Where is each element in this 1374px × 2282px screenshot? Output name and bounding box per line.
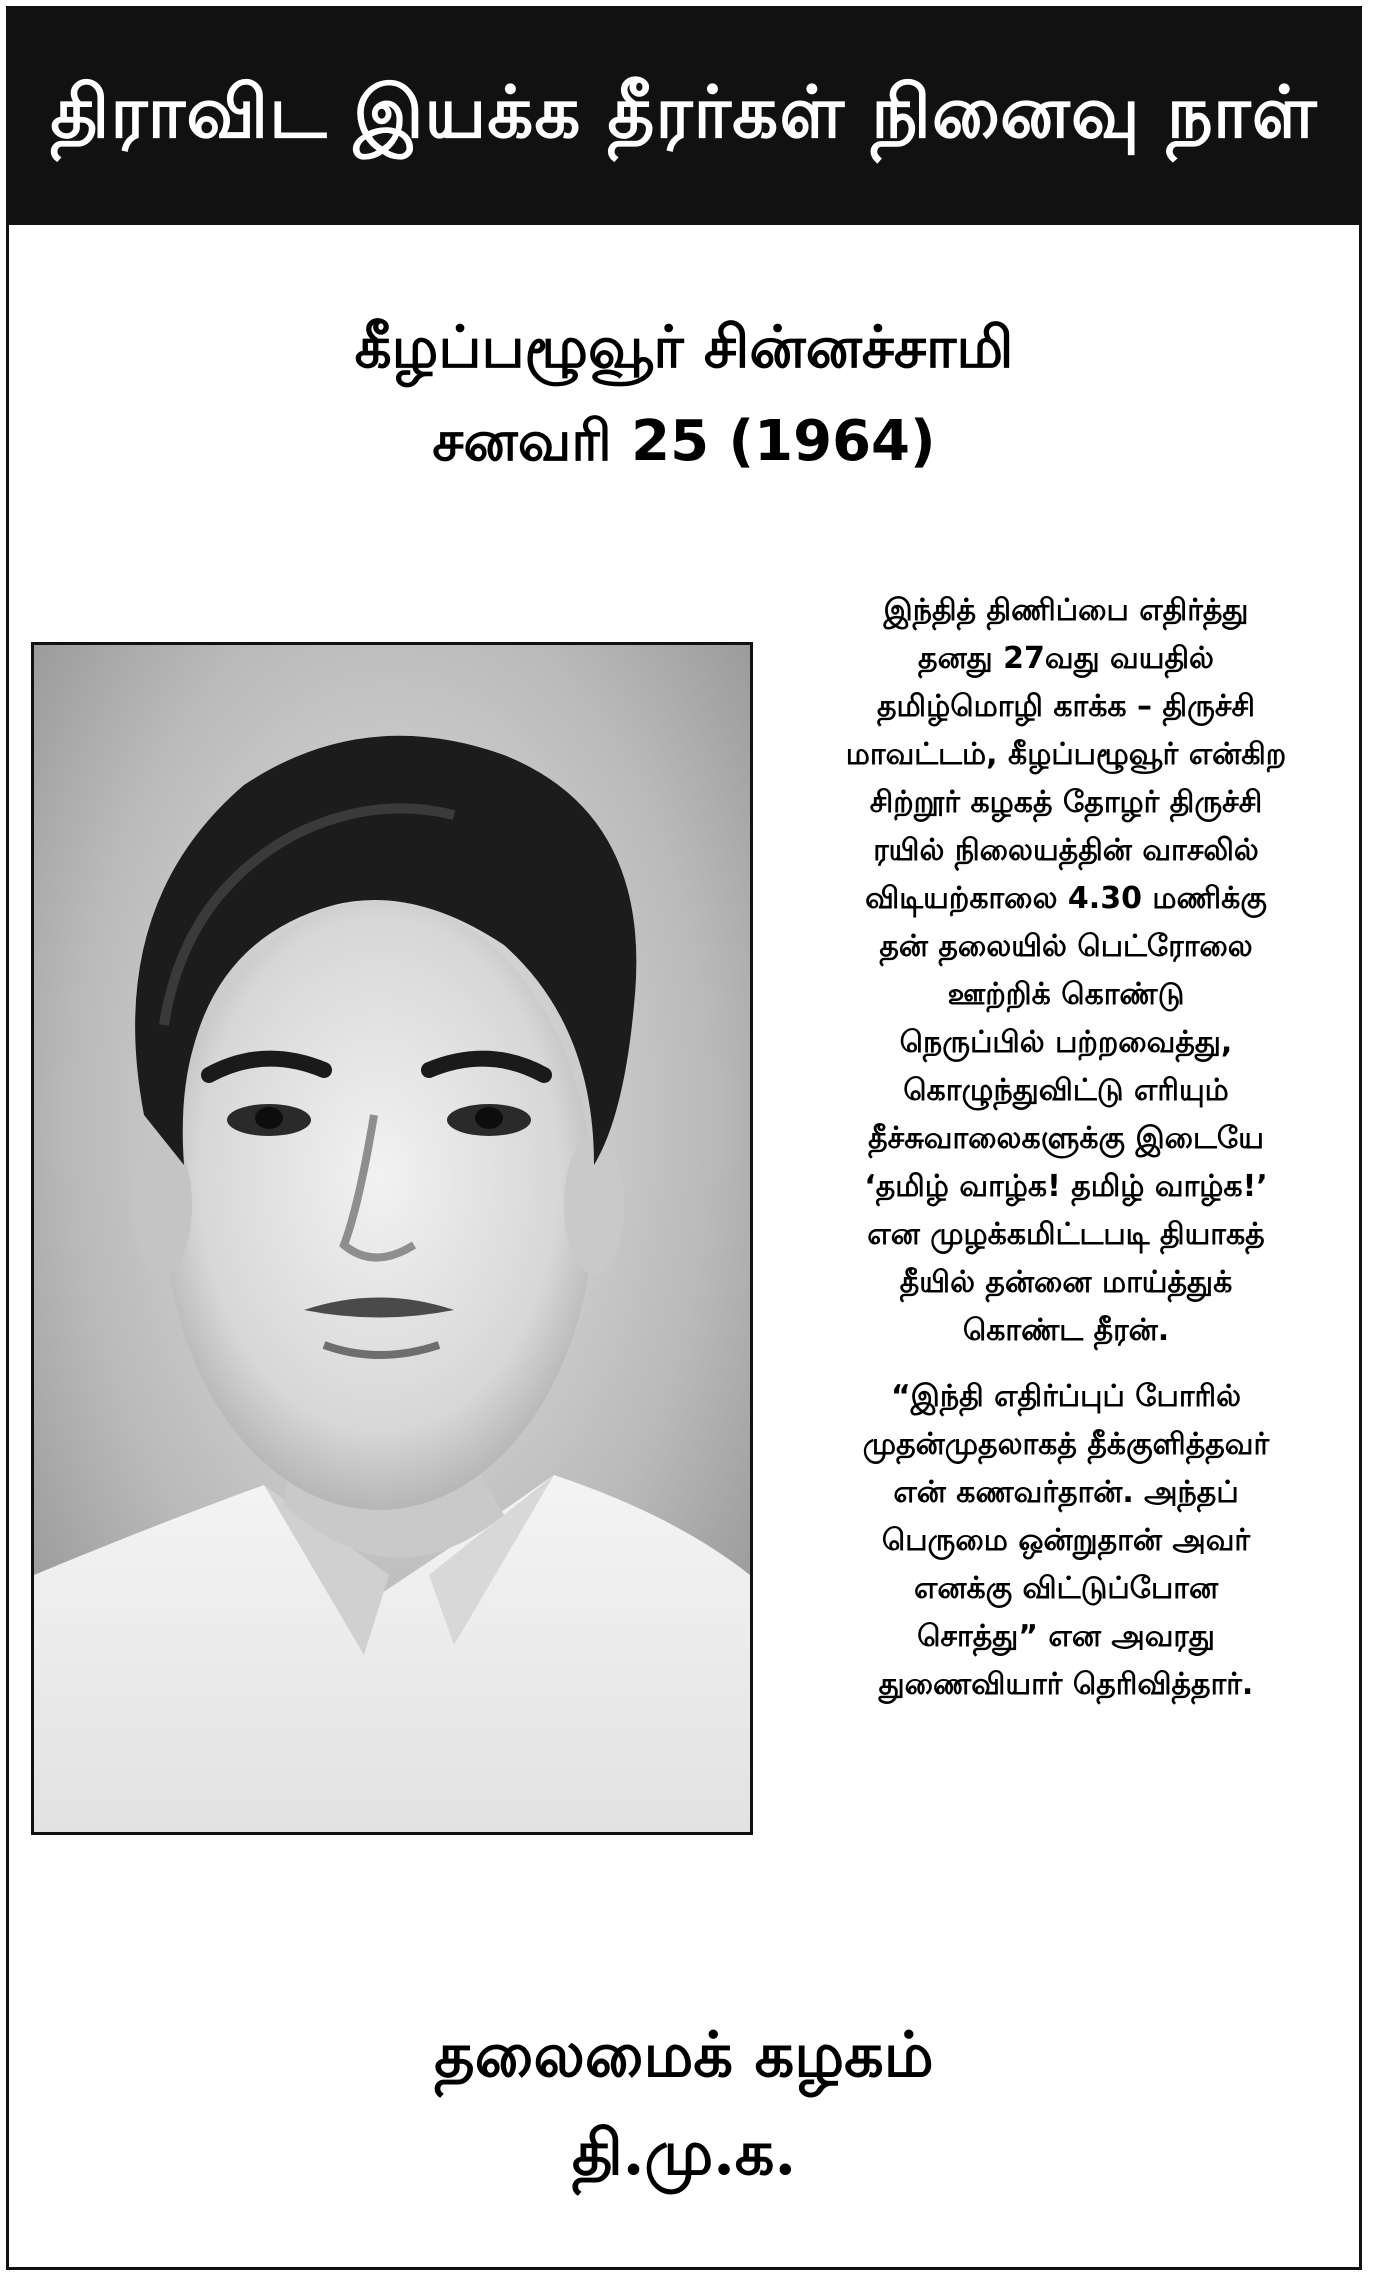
- portrait-illustration: [34, 645, 750, 1832]
- quote-line: சொத்து” என அவரது: [917, 1619, 1215, 1654]
- story-line: தன் தலையில் பெட்ரோலை: [879, 929, 1253, 964]
- story-line: தீச்சுவாலைகளுக்கு இடையே: [868, 1121, 1264, 1156]
- quote-line: முதன்முதலாகத் தீக்குளித்தவர்: [862, 1427, 1270, 1462]
- story-line: ‘தமிழ் வாழ்க! தமிழ் வாழ்க!’: [864, 1169, 1268, 1204]
- quote-line: எனக்கு விட்டுப்போன: [913, 1571, 1219, 1606]
- person-name: கீழப்பழூவூர் சின்னச்சாமி: [354, 313, 1014, 381]
- story-line: மாவட்டம், கீழப்பழூவூர் என்கிற: [845, 737, 1287, 772]
- story-text: [761, 587, 1371, 1709]
- story-line: ஊற்றிக் கொண்டு: [947, 977, 1185, 1012]
- story-line: சிற்றூர் கழகத் தோழர் திருச்சி: [869, 785, 1263, 820]
- story-line: தனது 27வது வயதில்: [918, 641, 1214, 676]
- portrait-photo: [31, 642, 753, 1835]
- story-line: கொண்ட தீரன்.: [962, 1313, 1170, 1348]
- quote-line: துணைவியார் தெரிவித்தார்.: [878, 1667, 1254, 1702]
- poster-frame: [6, 6, 1362, 2270]
- story-line: நெருப்பில் பற்றவைத்து,: [899, 1025, 1233, 1060]
- story-line: கொழுந்துவிட்டு எரியும்: [903, 1073, 1229, 1108]
- story-line: இந்தித் திணிப்பை எதிர்த்து: [883, 593, 1249, 628]
- story-line: ரயில் நிலையத்தின் வாசலில்: [873, 833, 1259, 868]
- banner: [9, 9, 1359, 225]
- quote-line: “இந்தி எதிர்ப்புப் போரில்: [890, 1379, 1242, 1414]
- quote-line: பெருமை ஒன்றுதான் அவர்: [881, 1523, 1251, 1558]
- memorial-date: சனவரி 25 (1964): [432, 409, 936, 474]
- story-paragraph-2-quote: [761, 1373, 1371, 1709]
- story-paragraph-1: [761, 587, 1371, 1355]
- story-line: விடியற்காலை 4.30 மணிக்கு: [865, 881, 1267, 916]
- story-line: தமிழ்மொழி காக்க – திருச்சி: [877, 689, 1255, 724]
- story-line: தீயில் தன்னை மாய்த்துக்: [899, 1265, 1233, 1300]
- banner-title: திராவிட இயக்க தீரர்கள் நினைவு நாள்: [50, 70, 1318, 154]
- footer-organization: தலைமைக் கழகம்: [434, 2018, 934, 2091]
- story-line: என முழக்கமிட்டபடி தியாகத்: [867, 1217, 1265, 1252]
- quote-line: என் கணவர்தான். அந்தப்: [893, 1475, 1239, 1510]
- footer-party: தி.மு.க.: [571, 2116, 797, 2189]
